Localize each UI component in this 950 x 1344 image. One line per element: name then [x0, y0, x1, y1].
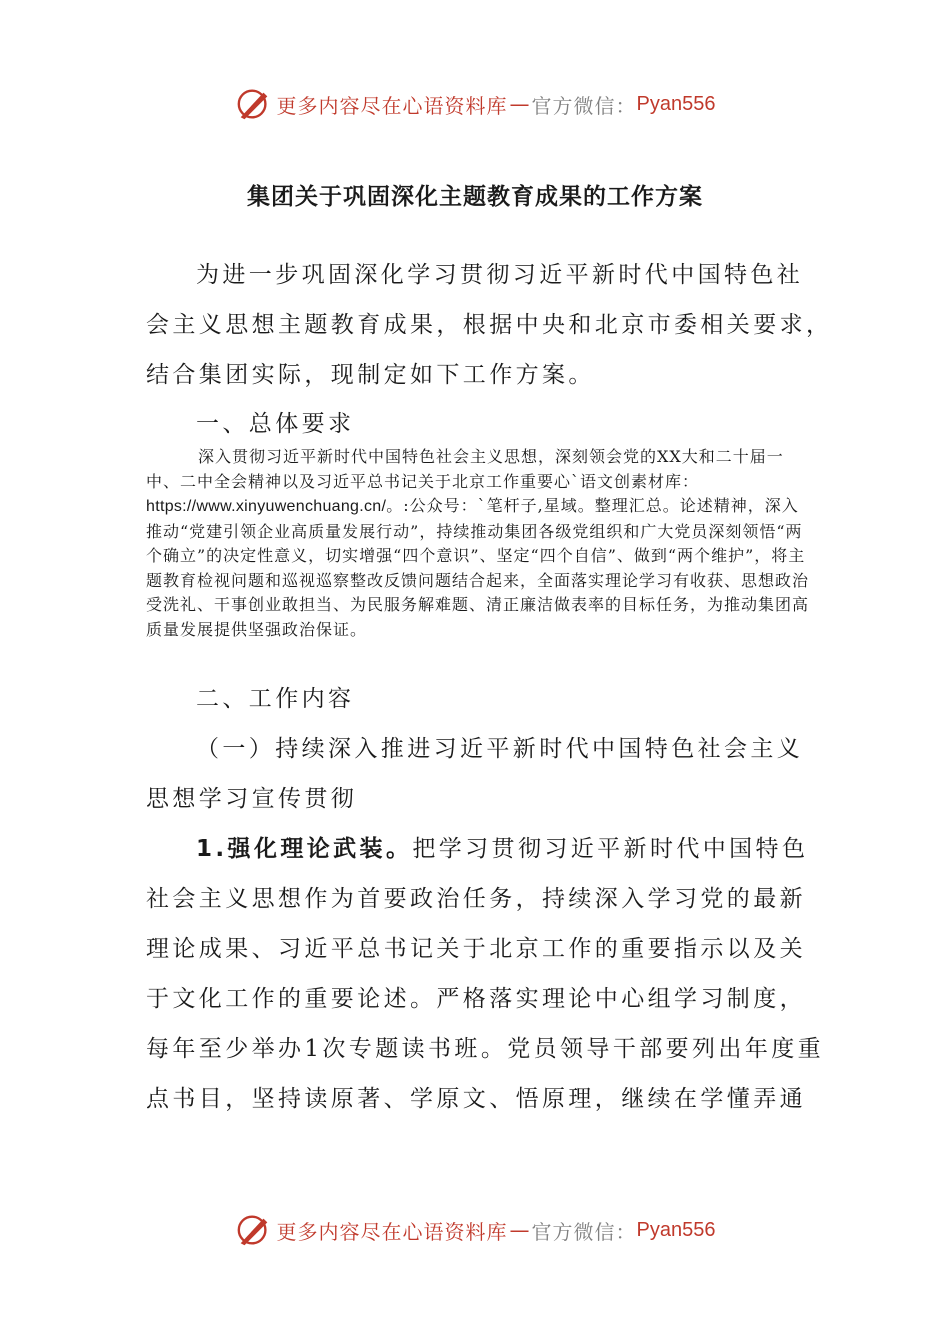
section1-body-paragraph: [146, 445, 814, 642]
quill-pen-logo-icon: [235, 85, 273, 123]
item1-line-2: 社会主义思想作为首要政治任务，持续深入学习党的最新: [146, 886, 806, 912]
source-url-text: https://www.xinyuwenchuang.cn/: [146, 498, 387, 515]
item1-line-5: 每年至少举办1次专题读书班。党员领导干部要列出年度重: [146, 1036, 825, 1062]
banner-wechat-id: Pyan556: [636, 92, 716, 115]
subsection1-line-1: （一）持续深入推进习近平新时代中国特色社会主义: [196, 736, 804, 762]
document-title: 集团关于巩固深化主题教育成果的工作方案: [247, 184, 703, 210]
banner-sub-text: 官方微信：: [531, 1219, 637, 1244]
quill-pen-logo-icon: [235, 1211, 273, 1249]
item1-lead-heading: 1.强化理论武装。: [196, 836, 413, 862]
intro-line-1: 为进一步巩固深化学习贯彻习近平新时代中国特色社: [196, 262, 804, 288]
section1-body-part1: 深入贯彻习近平新时代中国特色社会主义思想，深刻领会党的XX大和二十届一中、二中全会精神以及习近平总书记关于北京工作重要心`语文创素材库：: [146, 447, 784, 491]
header-watermark-banner: [0, 82, 950, 126]
banner-main-text: 更多内容尽在心语资料库: [276, 93, 508, 118]
banner-dash: —: [509, 92, 530, 116]
item1-first-line-rest: 把学习贯彻习近平新时代中国特色: [412, 836, 809, 862]
section-heading-work-content: 二、工作内容: [196, 686, 355, 712]
banner-dash: —: [509, 1218, 530, 1242]
banner-main-text: 更多内容尽在心语资料库: [276, 1219, 508, 1244]
banner-sub-text: 官方微信：: [531, 93, 637, 118]
item1-first-line: [196, 830, 808, 863]
section-heading-general-requirements: 一、总体要求: [196, 411, 355, 437]
section1-body-part2: 。:公众号：`笔杆子,星域。整理汇总。论述精神，深入推动“党建引领企业高质量发展行动”，持续推动集团各级党组织和广大党员深刻领悟“两个确立”的决定性意义，切实增强“四个意识”、坚定“四个自信”、做到“两个维护”，将主题教育检视问题和巡视巡察整改反馈问题结合起来，全面落实理论学习有收获、思想政治受洗礼、干事创业敢担当、为民服务解难题、清正廉洁做表率的目标任务，为推动集团高质量发展提供坚强政治保证。: [146, 496, 810, 639]
subsection1-line-2: 思想学习宣传贯彻: [146, 786, 358, 812]
item1-line-4: 于文化工作的重要论述。严格落实理论中心组学习制度，: [146, 986, 806, 1012]
intro-line-2: 会主义思想主题教育成果，根据中央和北京市委相关要求，: [146, 312, 833, 338]
footer-watermark-banner: [0, 1208, 950, 1252]
item1-line-3: 理论成果、习近平总书记关于北京工作的重要指示以及关: [146, 936, 806, 962]
intro-line-3: 结合集团实际，现制定如下工作方案。: [146, 362, 595, 388]
item1-line-6: 点书目，坚持读原著、学原文、悟原理，继续在学懂弄通: [146, 1086, 806, 1112]
banner-wechat-id: Pyan556: [636, 1218, 716, 1241]
